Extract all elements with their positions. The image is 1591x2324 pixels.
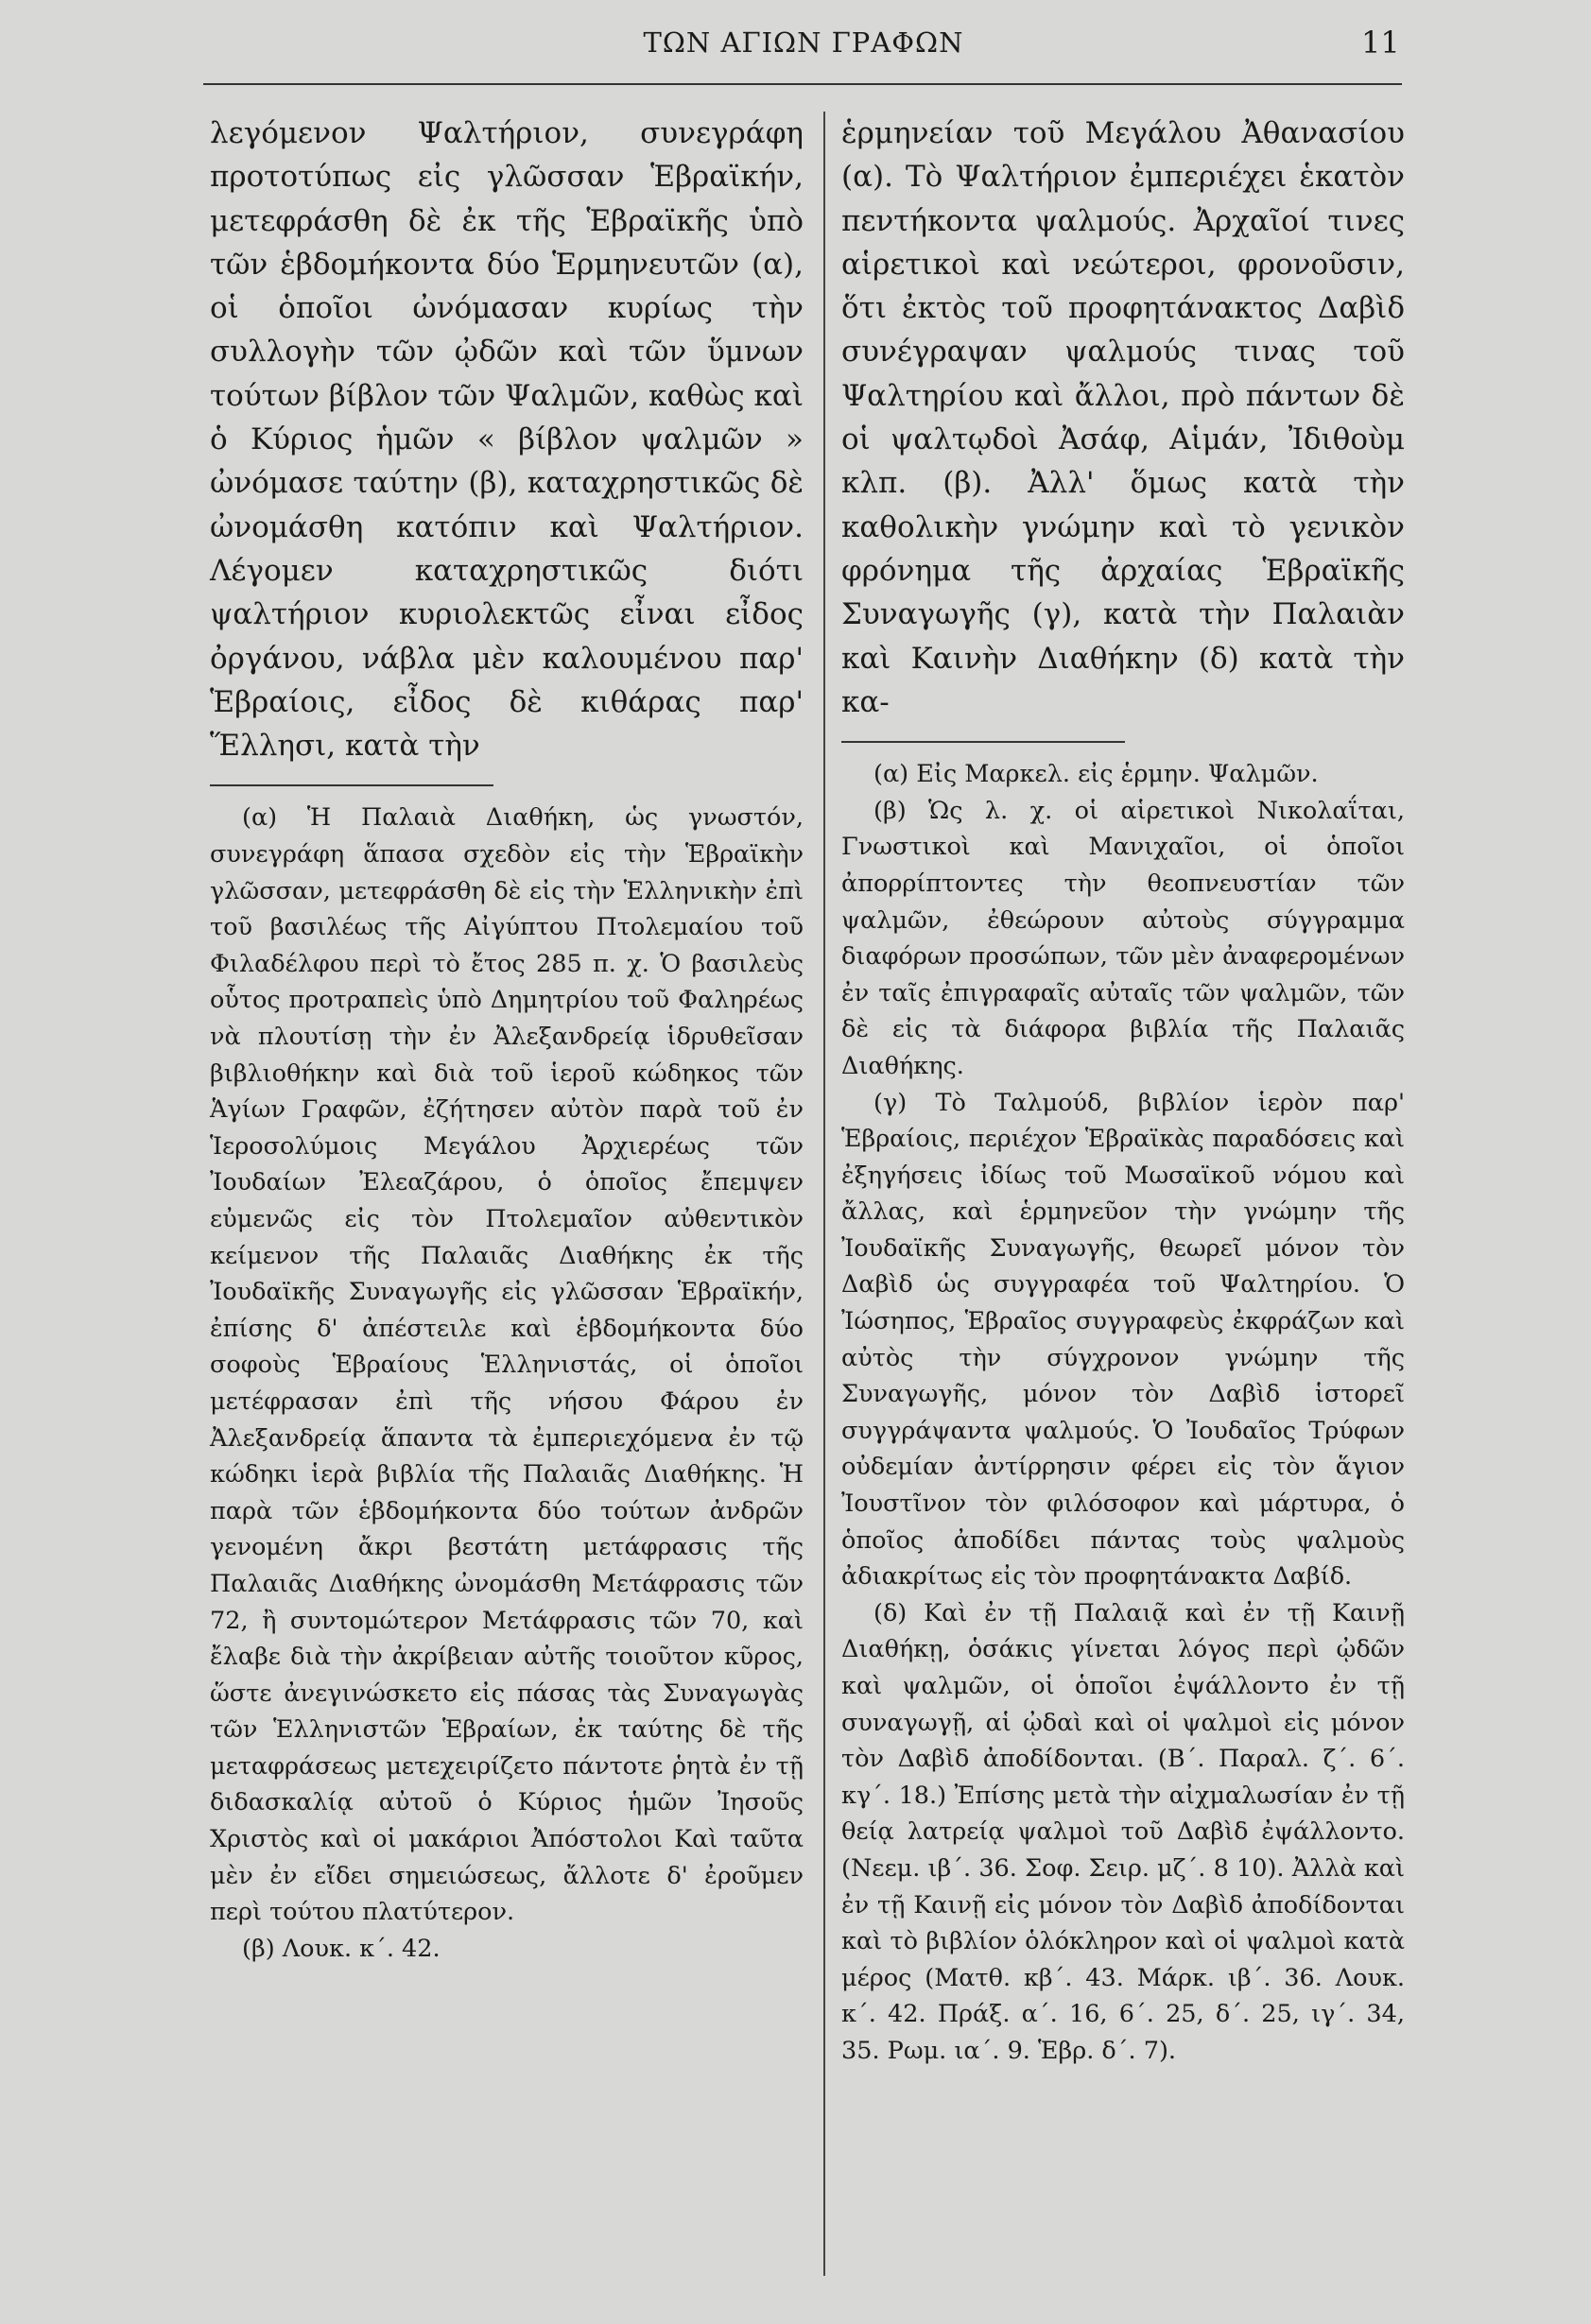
page-number: 11 xyxy=(1361,25,1400,60)
running-head-title: ΤΩΝ ΑΓΙΩΝ ΓΡΑΦΩΝ xyxy=(643,26,964,59)
column-divider xyxy=(823,112,825,2276)
footnote-delta-right: (δ) Καὶ ἐν τῇ Παλαιᾷ καὶ ἐν τῇ Καινῇ Διαθήκῃ, ὁσάκις γίνεται λόγος περὶ ᾠδῶν καὶ ψαλμῶν, οἱ ὁποῖοι ἐψάλλοντο ἐν τῇ συναγωγῇ, αἱ ᾠδαὶ καὶ οἱ ψαλμοὶ εἰς μόνον τὸν Δαβὶδ ἀποδίδονται. (Β΄. Παραλ. ζ΄. 6΄. κγ΄. 18.) Ἐπίσης μετὰ τὴν αἰχμαλωσίαν ἐν τῇ θείᾳ λατρείᾳ ψαλμοὶ τοῦ Δαβὶδ ἐψάλλοντο. (Νεεμ. ιβ΄. 36. Σοφ. Σειρ. μζ΄. 8 10). Ἀλλὰ καὶ ἐν τῇ Καινῇ εἰς μόνον τὸν Δαβὶδ ἀποδίδονται καὶ τὸ βιβλίον ὁλόκληρον καὶ οἱ ψαλμοὶ κατὰ μέρος (Ματθ. κβ΄. 43. Μάρκ. ιβ΄. 36. Λουκ. κ΄. 42. Πράξ. α΄. 16, 6΄. 25, δ΄. 25, ιγ΄. 34, 35. Ρωμ. ια΄. 9. Ἑβρ. δ΄. 7). xyxy=(841,1598,1405,2065)
header-rule xyxy=(203,83,1402,85)
right-footnote-separator xyxy=(841,741,1125,743)
footnote-beta-right: (β) Ὡς λ. χ. οἱ αἱρετικοὶ Νικολαΐται, Γνωστικοὶ καὶ Μανιχαῖοι, οἱ ὁποῖοι ἀπορρίπτοντες τὴν θεοπνευστίαν τῶν ψαλμῶν, ἐθεώρουν αὐτοὺς σύγγραμμα διαφόρων προσώπων, τῶν μὲν ἀναφερομένων ἐν ταῖς ἐπιγραφαῖς αὐταῖς τῶν ψαλμῶν, τῶν δὲ εἰς τὰ διάφορα βιβλία τῆς Παλαιᾶς Διαθήκης. xyxy=(841,796,1405,1080)
footnote-alpha-left: (α) Ἡ Παλαιὰ Διαθήκη, ὡς γνωστόν, συνεγράφη ἅπασα σχεδὸν εἰς τὴν Ἑβραϊκὴν γλῶσσαν, μετεφράσθη δὲ εἰς τὴν Ἑλληνικὴν ἐπὶ τοῦ βασιλέως τῆς Αἰγύπτου Πτολεμαίου τοῦ Φιλαδέλφου περὶ τὸ ἔτος 285 π. χ. Ὁ βασιλεὺς οὗτος προτραπεὶς ὑπὸ Δημητρίου τοῦ Φαληρέως νὰ πλουτίσῃ τὴν ἐν Ἀλεξανδρείᾳ ἱδρυθεῖσαν βιβλιοθήκην καὶ διὰ τοῦ ἱεροῦ κώδηκος τῶν Ἁγίων Γραφῶν, ἐζήτησεν αὐτὸν παρὰ τοῦ ἐν Ἱεροσολύμοις Μεγάλου Ἀρχιερέως τῶν Ἰουδαίων Ἐλεαζάρου, ὁ ὁποῖος ἔπεμψεν εὐμενῶς εἰς τὸν Πτολεμαῖον αὐθεντικὸν κείμενον τῆς Παλαιᾶς Διαθήκης ἐκ τῆς Ἰουδαϊκῆς Συναγωγῆς εἰς γλῶσσαν Ἑβραϊκήν, ἐπίσης δ' ἀπέστειλε καὶ ἑβδομήκοντα δύο σοφοὺς Ἑβραίους Ἑλληνιστάς, οἱ ὁποῖοι μετέφρασαν ἐπὶ τῆς νήσου Φάρου ἐν Ἀλεξανδρείᾳ ἅπαντα τὰ ἐμπεριεχόμενα ἐν τῷ κώδηκι ἱερὰ βιβλία τῆς Παλαιᾶς Διαθήκης. Ἡ παρὰ τῶν ἑβδομήκοντα δύο τούτων ἀνδρῶν γενομένη ἄκρι βεστάτη μετάφρασις τῆς Παλαιᾶς Διαθήκης ὠνομάσθη Μετάφρασις τῶν 72, ἢ συντομώτερον Μετάφρασις τῶν 70, καὶ ἔλαβε διὰ τὴν ἀκρίβειαν αὐτῆς τοιοῦτον κῦρος, ὥστε ἀνεγινώσκετο εἰς πάσας τὰς Συναγωγὰς τῶν Ἑλληνιστῶν Ἑβραίων, ἐκ ταύτης δὲ τῆς μεταφράσεως μετεχειρίζετο πάντοτε ῥητὰ ἐν τῇ διδασκαλίᾳ αὐτοῦ ὁ Κύριος ἡμῶν Ἰησοῦς Χριστὸς καὶ οἱ μακάριοι Ἀπόστολοι Καὶ ταῦτα μὲν ἐν εἴδει σημειώσεως, ἄλλοτε δ' ἐροῦμεν περὶ τούτου πλατύτερον. xyxy=(210,803,804,1927)
left-footnote-separator xyxy=(210,784,493,786)
left-body-text: λεγόμενον Ψαλτήριον, συνεγράφη προτοτύπως εἰς γλῶσσαν Ἑβραϊκήν, μετεφράσθη δὲ ἐκ τῆς Ἑβραϊκῆς ὑπὸ τῶν ἑβδομήκοντα δύο Ἑρμηνευτῶν (α), οἱ ὁποῖοι ὠνόμασαν κυρίως τὴν συλλογὴν τῶν ᾠδῶν καὶ τῶν ὕμνων τούτων βίβλον τῶν Ψαλμῶν, καθὼς καὶ ὁ Κύριος ἡμῶν « βίβλον ψαλμῶν » ὠνόμασε ταύτην (β), καταχρηστικῶς δὲ ὠνομάσθη κατόπιν καὶ Ψαλτήριον. Λέγομεν καταχρηστικῶς διότι ψαλτήριον κυριολεκτῶς εἶναι εἶδος ὀργάνου, νάβλα μὲν καλουμένου παρ' Ἑβραίοις, εἶδος δὲ κιθάρας παρ' Ἕλλησι, κατὰ τὴν xyxy=(210,116,804,764)
left-column xyxy=(210,112,804,1967)
footnote-alpha-right: (α) Εἰς Μαρκελ. εἰς ἑρμην. Ψαλμῶν. xyxy=(873,760,1319,789)
right-body-text: ἑρμηνείαν τοῦ Μεγάλου Ἀθανασίου (α). Τὸ Ψαλτήριον ἐμπεριέχει ἑκατὸν πεντήκοντα ψαλμούς. Ἀρχαῖοί τινες αἱρετικοὶ καὶ νεώτεροι, φρονοῦσιν, ὅτι ἐκτὸς τοῦ προφητάνακτος Δαβὶδ συνέγραψαν ψαλμούς τινας τοῦ Ψαλτηρίου καὶ ἄλλοι, πρὸ πάντων δὲ οἱ ψαλτῳδοὶ Ἀσάφ, Αἱμάν, Ἰδιθοὺμ κλπ. (β). Ἀλλ' ὅμως κατὰ τὴν καθολικὴν γνώμην καὶ τὸ γενικὸν φρόνημα τῆς ἀρχαίας Ἑβραϊκῆς Συναγωγῆς (γ), κατὰ τὴν Παλαιὰν καὶ Καινὴν Διαθήκην (δ) κατὰ τὴν κα- xyxy=(841,116,1405,719)
footnote-beta-left: (β) Λουκ. κ΄. 42. xyxy=(242,1934,441,1963)
footnote-gamma-right: (γ) Τὸ Ταλμούδ, βιβλίον ἱερὸν παρ' Ἑβραίοις, περιέχον Ἑβραϊκὰς παραδόσεις καὶ ἐξηγήσεις ἰδίως τοῦ Μωσαϊκοῦ νόμου καὶ ἄλλας, καὶ ἑρμηνεῦον τὴν γνώμην τῆς Ἰουδαϊκῆς Συναγωγῆς, θεωρεῖ μόνον τὸν Δαβὶδ ὡς συγγραφέα τοῦ Ψαλτηρίου. Ὁ Ἰώσηπος, Ἑβραῖος συγγραφεὺς ἐκφράζων καὶ αὐτὸς τὴν σύγχρονον γνώμην τῆς Συναγωγῆς, μόνον τὸν Δαβὶδ ἱστορεῖ συγγράψαντα ψαλμούς. Ὁ Ἰουδαῖος Τρύφων οὐδεμίαν ἀντίρρησιν φέρει εἰς τὸν ἅγιον Ἰουστῖνον τὸν φιλόσοφον καὶ μάρτυρα, ὁ ὁποῖος ἀποδίδει πάντας τοὺς ψαλμοὺς ἀδιακρίτως εἰς τὸν προφητάνακτα Δαβίδ. xyxy=(841,1088,1405,1592)
right-column xyxy=(841,112,1405,2070)
running-head xyxy=(0,21,1591,74)
